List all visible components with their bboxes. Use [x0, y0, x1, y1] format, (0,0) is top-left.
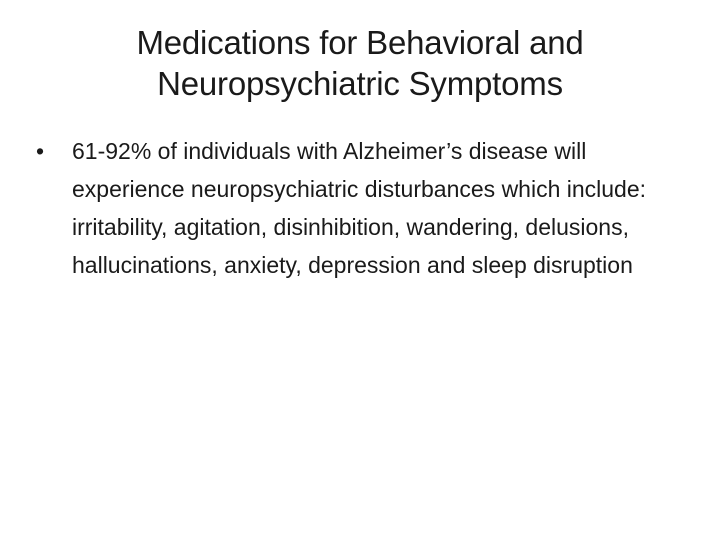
bullet-icon: •: [35, 138, 45, 164]
bullet-text: 61-92% of individuals with Alzheimer’s disease will experience neuropsychiatric disturbances which include: irritability, agitation, disinhibition, wandering, delusions, hallucinations, anxiety, depression and sleep disruption: [72, 138, 647, 278]
slide-title: Medications for Behavioral and Neuropsychiatric Symptoms: [136, 24, 584, 102]
bullet-list: [30, 132, 690, 284]
bullet-item: [30, 132, 690, 284]
